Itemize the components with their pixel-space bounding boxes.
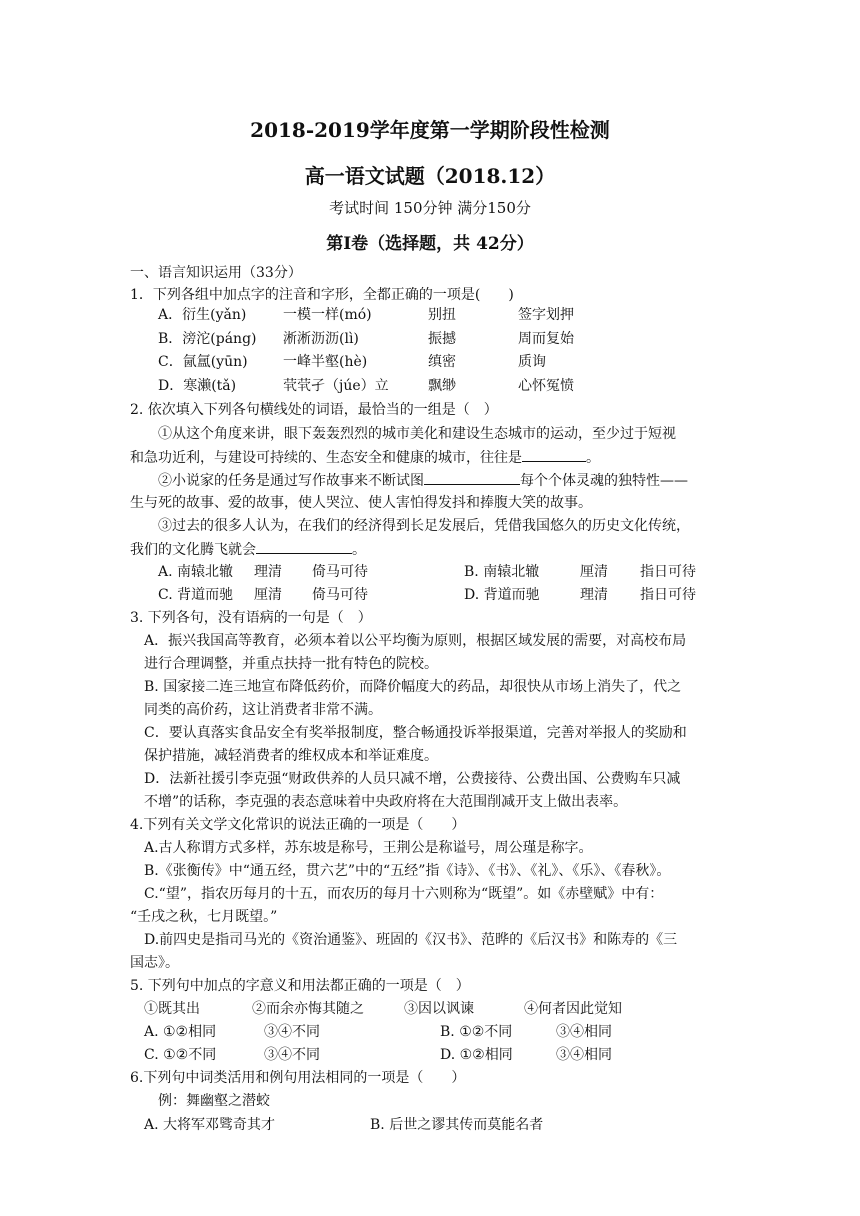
q6-options-row: [144, 1115, 543, 1135]
q3-stem: 3. 下列各句，没有语病的一句是（ ）: [130, 610, 372, 626]
q2-option: B. 南辕北辙: [464, 564, 540, 580]
q2-text: 。: [352, 542, 366, 558]
q4-line: 国志》。: [130, 955, 179, 971]
q5-item: ①既其出: [144, 1001, 200, 1017]
q5-items-row: [144, 999, 622, 1019]
q1-option-row: [158, 352, 546, 372]
q6-option: A. 大将军邓骘奇其才: [144, 1117, 276, 1133]
q2-text: 。: [586, 450, 600, 466]
q2-option: 厘清: [580, 564, 608, 580]
exam-meta: 考试时间 150分钟 满分150分: [329, 199, 531, 217]
q2-option: 倚马可待: [312, 587, 368, 603]
q1-cell: 质询: [518, 354, 546, 370]
exam-title: 2018-2019学年度第一学期阶段性检测: [250, 118, 610, 142]
q3-line: C．要认真落实食品安全有奖举报制度，整合畅通投诉举报渠道，完善对举报人的奖励和: [144, 725, 687, 741]
q4-stem: 4.下列有关文学文化常识的说法正确的一项是（ ）: [130, 817, 466, 833]
q3-line: D．法新社援引李克强“财政供养的人员只减不增，公费接待、公费出国、公费购车只减: [144, 771, 681, 787]
q1-stem: 1．下列各组中加点字的注音和字形，全都正确的一项是( ): [130, 287, 514, 303]
q1-cell: B．滂沱(páng): [158, 331, 257, 347]
q2-text: 我们的文化腾飞就会: [130, 542, 256, 558]
q4-line: D.前四史是指司马光的《资治通鉴》、班固的《汉书》、范晔的《后汉书》和陈寿的《三: [144, 932, 678, 948]
q1-option-row: [158, 376, 574, 396]
q5-item: ②而余亦悔其随之: [252, 1001, 364, 1017]
q2-option: 理清: [580, 587, 608, 603]
q2-sentence-2: [158, 470, 688, 491]
q2-option: 厘清: [254, 587, 282, 603]
q5-option: B. ①②不同: [440, 1024, 513, 1040]
q1-cell: 一峰半壑(hè): [283, 354, 368, 370]
q5-option: ③④相同: [556, 1047, 612, 1063]
q2-option: A. 南辕北辙: [158, 564, 234, 580]
q1-cell: 周而复始: [518, 331, 574, 347]
q1-cell: D．寒濑(tǎ): [158, 378, 237, 394]
q1-cell: A．衍生(yǎn): [158, 307, 247, 323]
q1-cell: 飘缈: [428, 378, 456, 394]
q4-line: “壬戌之秋，七月既望。”: [130, 909, 278, 925]
q6-option: B. 后世之谬其传而莫能名者: [370, 1117, 544, 1133]
q5-option: ③④相同: [556, 1024, 612, 1040]
answer-blank: [522, 447, 586, 462]
q5-option: A. ①②相同: [144, 1024, 217, 1040]
q5-item: ④何者因此觉知: [524, 1001, 622, 1017]
q5-stem: 5. 下列句中加点的字意义和用法都正确的一项是（ ）: [130, 978, 470, 994]
q2-sentence-2-cont: 生与死的故事、爱的故事，使人哭泣、使人害怕得发抖和捧腹大笑的故事。: [130, 495, 592, 511]
q2-options-row: [158, 562, 696, 582]
q5-item: ③因以讽谏: [404, 1001, 474, 1017]
q1-cell: 签字划押: [518, 307, 574, 323]
q2-option: C. 背道而驰: [158, 587, 234, 603]
q2-sentence-3: ③过去的很多人认为，在我们的经济得到长足发展后，凭借我国悠久的历史文化传统，: [158, 518, 690, 534]
q1-cell: 茕茕孑（júe）立: [283, 378, 389, 394]
q6-stem: 6.下列句中词类活用和例句用法相同的一项是（ ）: [130, 1070, 466, 1086]
q1-cell: 淅淅沥沥(lì): [283, 331, 359, 347]
q1-cell: C．氤氲(yūn): [158, 354, 248, 370]
q5-options-row: [144, 1022, 612, 1042]
q3-line: B. 国家接二连三地宣布降低药价，而降价幅度大的药品，却很快从市场上消失了，代之: [144, 679, 682, 695]
q1-option-row: [158, 305, 574, 325]
q2-option: 理清: [254, 564, 282, 580]
exam-subtitle: 高一语文试题（2018.12）: [304, 164, 556, 188]
part-heading: 第Ⅰ卷（选择题，共 42分）: [326, 234, 534, 254]
q2-option: 指日可待: [640, 564, 696, 580]
q4-line: A.古人称谓方式多样，苏东坡是称号，王荆公是称谥号，周公瑾是称字。: [144, 840, 593, 856]
q2-sentence-1: ①从这个角度来讲，眼下轰轰烈烈的城市美化和建设生态城市的运动，至少过于短视: [158, 426, 676, 442]
q3-line: 同类的高价药，这让消费者非常不满。: [144, 702, 382, 718]
q2-text: ②小说家的任务是通过写作故事来不断试图: [158, 473, 424, 489]
q2-option: 指日可待: [640, 587, 696, 603]
answer-blank: [256, 539, 352, 554]
q5-options-row: [144, 1045, 612, 1065]
q2-option: 倚马可待: [312, 564, 368, 580]
q1-cell: 心怀冤愤: [518, 378, 574, 394]
q3-line: 不增”的话称，李克强的表态意味着中央政府将在大范围削减开支上做出表率。: [144, 794, 628, 810]
q4-line: C.“望”，指农历每月的十五，而农历的每月十六则称为“既望”。如《赤壁赋》中有：: [144, 886, 664, 902]
q2-text: 和急功近利，与建设可持续的、生态安全和健康的城市，往往是: [130, 450, 522, 466]
q1-cell: 别扭: [428, 307, 456, 323]
q1-cell: 振撼: [428, 331, 456, 347]
q4-line: B.《张衡传》中“通五经，贯六艺”中的“五经”指《诗》、《书》、《礼》、《乐》、《春秋》。: [144, 863, 671, 879]
q5-option: C. ①②不同: [144, 1047, 217, 1063]
q3-line: 进行合理调整，并重点扶持一批有特色的院校。: [144, 656, 438, 672]
q5-option: D. ①②相同: [440, 1047, 513, 1063]
q2-sentence-3-cont: [130, 539, 366, 560]
q1-option-row: [158, 329, 574, 349]
q2-options-row: [158, 585, 696, 605]
q5-option: ③④不同: [264, 1047, 320, 1063]
answer-blank: [424, 470, 520, 485]
q1-cell: 缜密: [428, 354, 456, 370]
q3-line: 保护措施，减轻消费者的维权成本和举证难度。: [144, 748, 438, 764]
q2-option: D. 背道而驰: [464, 587, 540, 603]
q1-cell: 一模一样(mó): [283, 307, 372, 323]
q2-stem: 2. 依次填入下列各句横线处的词语，最恰当的一组是（ ）: [130, 402, 498, 418]
q2-sentence-1-cont: [130, 447, 600, 468]
q5-option: ③④不同: [264, 1024, 320, 1040]
q2-text: 每个个体灵魂的独特性——: [520, 473, 688, 489]
section-heading: 一、语言知识运用（33分）: [130, 265, 302, 281]
q3-line: A．振兴我国高等教育，必须本着以公平均衡为原则，根据区域发展的需要，对高校布局: [144, 633, 687, 649]
q6-example: 例：舞幽壑之潜蛟: [158, 1093, 270, 1109]
